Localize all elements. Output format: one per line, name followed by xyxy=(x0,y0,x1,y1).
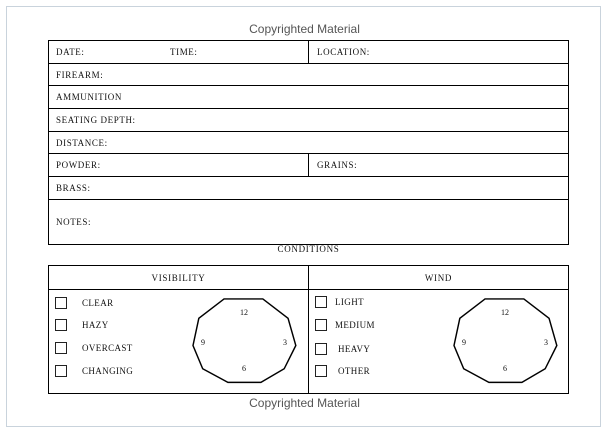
other-checkbox[interactable] xyxy=(315,365,327,377)
visibility-clock-dial xyxy=(192,296,298,391)
distance-row xyxy=(49,132,568,155)
heavy-label: HEAVY xyxy=(338,344,371,354)
wind-clock-dial xyxy=(453,296,559,391)
dial-mark-6: 6 xyxy=(242,364,246,373)
overcast-label: OVERCAST xyxy=(82,343,133,353)
seating-depth-row xyxy=(49,109,568,132)
conditions-divider xyxy=(308,266,309,393)
brass-field-label: BRASS: xyxy=(56,182,91,193)
brass-row xyxy=(49,177,568,200)
notes-field-label: NOTES: xyxy=(56,216,92,227)
light-checkbox[interactable] xyxy=(315,296,327,308)
medium-checkbox[interactable] xyxy=(315,319,327,331)
changing-label: CHANGING xyxy=(82,366,134,376)
clear-label: CLEAR xyxy=(82,298,114,308)
dial-mark-9: 9 xyxy=(201,338,205,347)
dial-mark-9: 9 xyxy=(462,338,466,347)
hazy-label: HAZY xyxy=(82,320,109,330)
date-time-location-row xyxy=(49,41,568,64)
row-divider xyxy=(308,154,309,176)
dial-mark-12: 12 xyxy=(240,308,248,317)
other-label: OTHER xyxy=(338,366,370,376)
ammunition-row xyxy=(49,86,568,109)
copyright-notice-top: Copyrighted Material xyxy=(249,22,360,36)
firearm-field-label: FIREARM: xyxy=(56,69,104,80)
hazy-checkbox[interactable] xyxy=(55,319,67,331)
ammunition-field-label: AMMUNITION xyxy=(56,92,122,103)
dial-mark-12: 12 xyxy=(501,308,509,317)
date-field-label: DATE: xyxy=(56,46,85,57)
conditions-table xyxy=(48,265,569,394)
medium-label: MEDIUM xyxy=(335,320,375,330)
dial-mark-3: 3 xyxy=(283,338,287,347)
clear-checkbox[interactable] xyxy=(55,297,67,309)
distance-field-label: DISTANCE: xyxy=(56,137,108,148)
dial-mark-3: 3 xyxy=(544,338,548,347)
firearm-row xyxy=(49,64,568,87)
seating-depth-field-label: SEATING DEPTH: xyxy=(56,114,136,125)
dial-mark-6: 6 xyxy=(503,364,507,373)
overcast-checkbox[interactable] xyxy=(55,342,67,354)
row-divider xyxy=(308,41,309,63)
powder-grains-row xyxy=(49,154,568,177)
wind-heading: WIND xyxy=(424,273,453,283)
changing-checkbox[interactable] xyxy=(55,365,67,377)
powder-field-label: POWDER: xyxy=(56,160,101,171)
heavy-checkbox[interactable] xyxy=(315,343,327,355)
visibility-heading: VISIBILITY xyxy=(151,273,206,283)
notes-row xyxy=(49,200,568,244)
location-field-label: LOCATION: xyxy=(317,46,370,57)
copyright-notice-bottom: Copyrighted Material xyxy=(249,396,360,410)
shooting-log-table xyxy=(48,40,569,245)
time-field-label: TIME: xyxy=(170,46,198,57)
light-label: LIGHT xyxy=(335,297,364,307)
conditions-title: CONDITIONS xyxy=(277,244,340,254)
grains-field-label: GRAINS: xyxy=(317,160,358,171)
